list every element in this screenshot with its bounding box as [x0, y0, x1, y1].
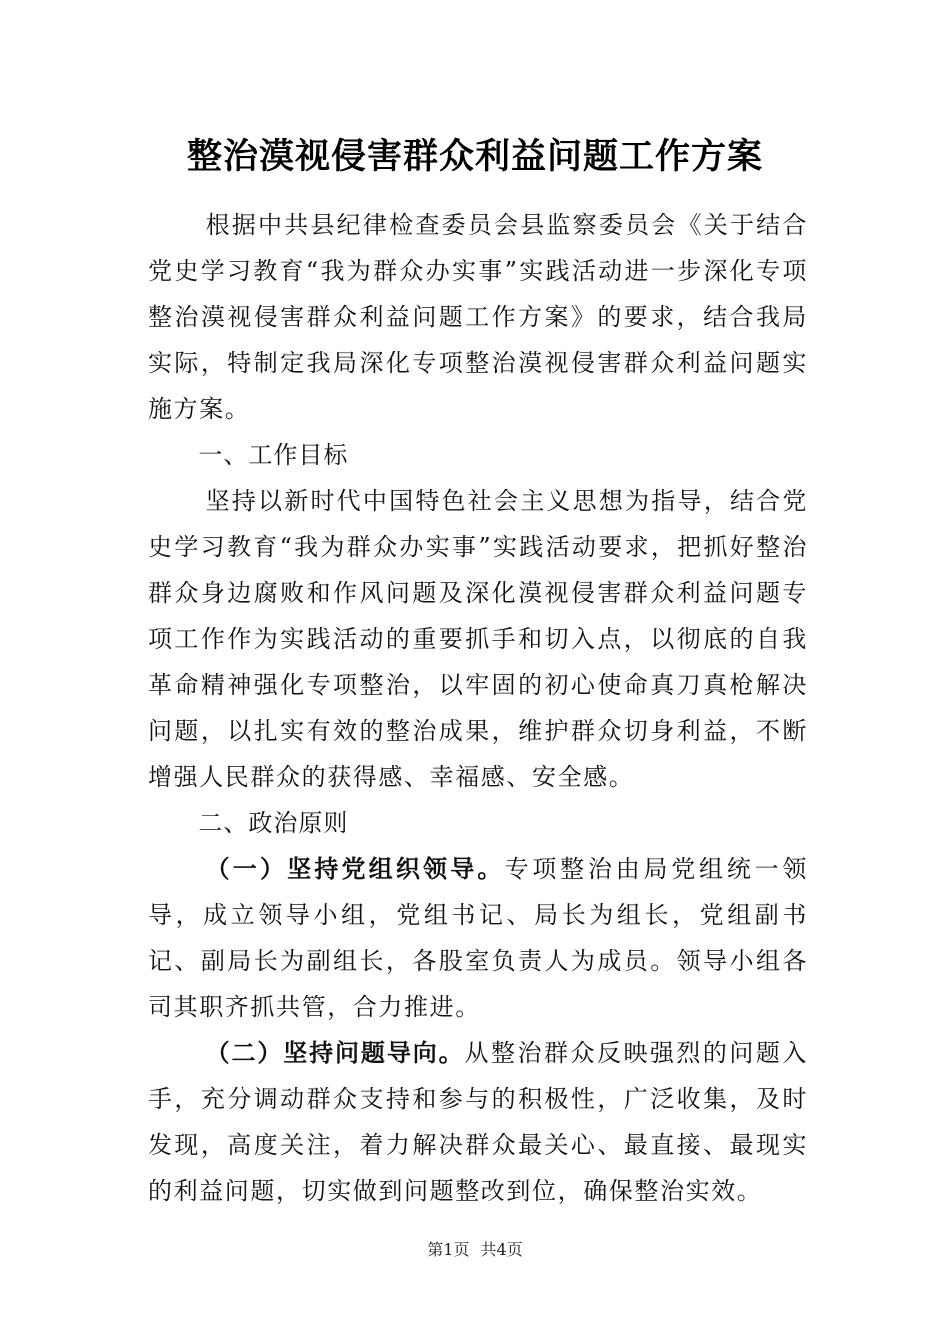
section-heading-principles: 二、政治原则	[198, 809, 349, 837]
principle-item-1-text: 专项整治由局党组统一领导，成立领导小组，党组书记、局长为组长，党组副书记、副局长为副组长，各股室负责人为成员。领导小组各司其职齐抓共管，合力推进。	[148, 855, 809, 1021]
principle-item-1	[148, 846, 808, 1030]
principle-item-2-lead: （二）坚持问题导向。	[205, 1039, 465, 1067]
page-total: 共4页	[480, 1240, 523, 1259]
goals-paragraph: 坚持以新时代中国特色社会主义思想为指导，结合党史学习教育“我为群众办实事”实践活动要求，把抓好整治群众身边腐败和作风问题及深化漠视侵害群众利益问题专项工作作为实践活动的重要抓手和切入点，以彻底的自我革命精神强化专项整治，以牢固的初心使命真刀真枪解决问题，以扎实有效的整治成果，维护群众切身利益，不断增强人民群众的获得感、幸福感、安全感。	[148, 487, 808, 791]
page-number: 第1页	[427, 1240, 470, 1259]
principle-item-2-text: 从整治群众反映强烈的问题入手，充分调动群众支持和参与的积极性，广泛收集，及时发现，高度关注，着力解决群众最关心、最直接、最现实的利益问题，切实做到问题整改到位，确保整治实效。	[148, 1039, 808, 1205]
section-heading-goals: 一、工作目标	[198, 441, 349, 469]
document-body	[148, 202, 808, 1214]
principle-item-1-lead: （一）坚持党组织领导。	[205, 855, 505, 883]
page-footer	[0, 1238, 950, 1262]
principle-item-2	[148, 1030, 808, 1214]
document-title: 整治漠视侵害群众利益问题工作方案	[186, 137, 763, 177]
intro-paragraph: 根据中共县纪律检查委员会县监察委员会《关于结合党史学习教育“我为群众办实事”实践活动进一步深化专项整治漠视侵害群众利益问题工作方案》的要求，结合我局实际，特制定我局深化专项整治漠视侵害群众利益问题实施方案。	[148, 211, 808, 423]
